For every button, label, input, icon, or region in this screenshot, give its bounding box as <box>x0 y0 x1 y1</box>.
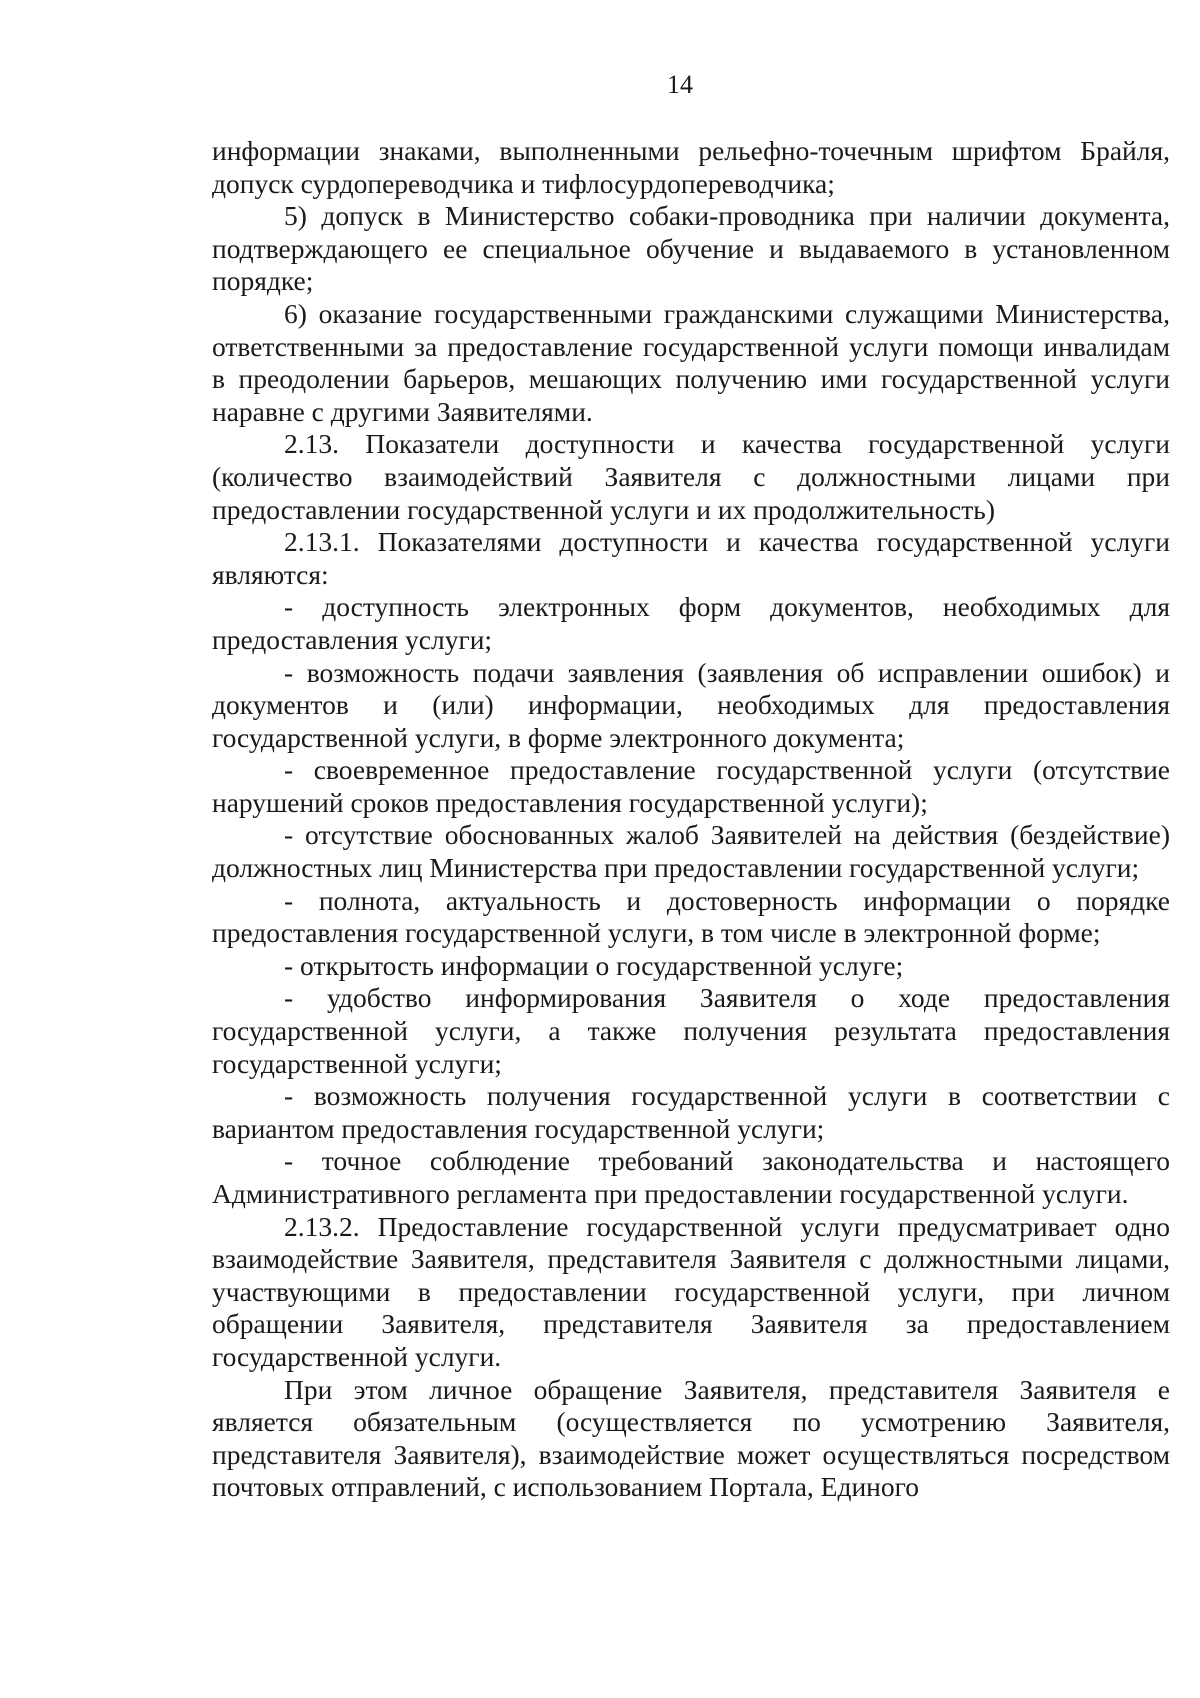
paragraph-guide-dog: 5) допуск в Министерство собаки-проводника при наличии документа, подтверждающего ее специальное обучение и выдаваемого в установленном порядке; <box>212 200 1170 297</box>
list-item: - точное соблюдение требований законодательства и настоящего Административного регламента при предоставлении государственной услуги. <box>212 1145 1170 1209</box>
paragraph-braille-access: информации знаками, выполненными рельефно-точечным шрифтом Брайля, допуск сурдопереводчика и тифлосурдопереводчика; <box>212 135 1170 199</box>
paragraph-2-13-1: 2.13.1. Показателями доступности и качества государственной услуги являются: <box>212 526 1170 590</box>
list-item: - доступность электронных форм документов, необходимых для предоставления услуги; <box>212 591 1170 655</box>
paragraph-2-13-2: 2.13.2. Предоставление государственной услуги предусматривает одно взаимодействие Заявителя, представителя Заявителя с должностными лицами, участвующими в предоставлении государственной услуги, при личном обращении Заявителя, представителя Заявителя за предоставлением государственной услуги. <box>212 1210 1170 1372</box>
document-body <box>212 135 1170 1504</box>
section-heading-2-13: 2.13. Показатели доступности и качества государственной услуги (количество взаимодействий Заявителя с должностными лицами при предоставлении государственной услуги и их продолжительность) <box>212 428 1170 525</box>
list-item: - открытость информации о государственной услуге; <box>284 949 904 981</box>
list-item: - полнота, актуальность и достоверность информации о порядке предоставления государственной услуги, в том числе в электронной форме; <box>212 884 1170 949</box>
paragraph-personal-appeal: При этом личное обращение Заявителя, представителя Заявителя е является обязательным (осуществляется по усмотрению Заявителя, представителя Заявителя), взаимодействие может осуществляться посредством почтовых отправлений, с использованием Портала, Единого <box>212 1373 1170 1503</box>
list-item: - удобство информирования Заявителя о ходе предоставления государственной услуги, а также получения результата предоставления государственной услуги; <box>212 982 1170 1079</box>
paragraph-assistance: 6) оказание государственными гражданскими служащими Министерства, ответственными за предоставление государственной услуги помощи инвалидам в преодолении барьеров, мешающих получению ими государственной услуги наравне с другими Заявителями. <box>212 297 1170 427</box>
list-item: - возможность подачи заявления (заявления об исправлении ошибок) и документов и (или) информации, необходимых для предоставления государственной услуги, в форме электронного документа; <box>212 656 1170 753</box>
list-item: - возможность получения государственной услуги в соответствии с вариантом предоставления государственной услуги; <box>212 1080 1170 1144</box>
list-item: - отсутствие обоснованных жалоб Заявителей на действия (бездействие) должностных лиц Министерства при предоставлении государственной услуги; <box>212 819 1170 884</box>
list-item: - своевременное предоставление государственной услуги (отсутствие нарушений сроков предоставления государственной услуги); <box>212 754 1170 818</box>
page-number: 14 <box>667 70 693 99</box>
